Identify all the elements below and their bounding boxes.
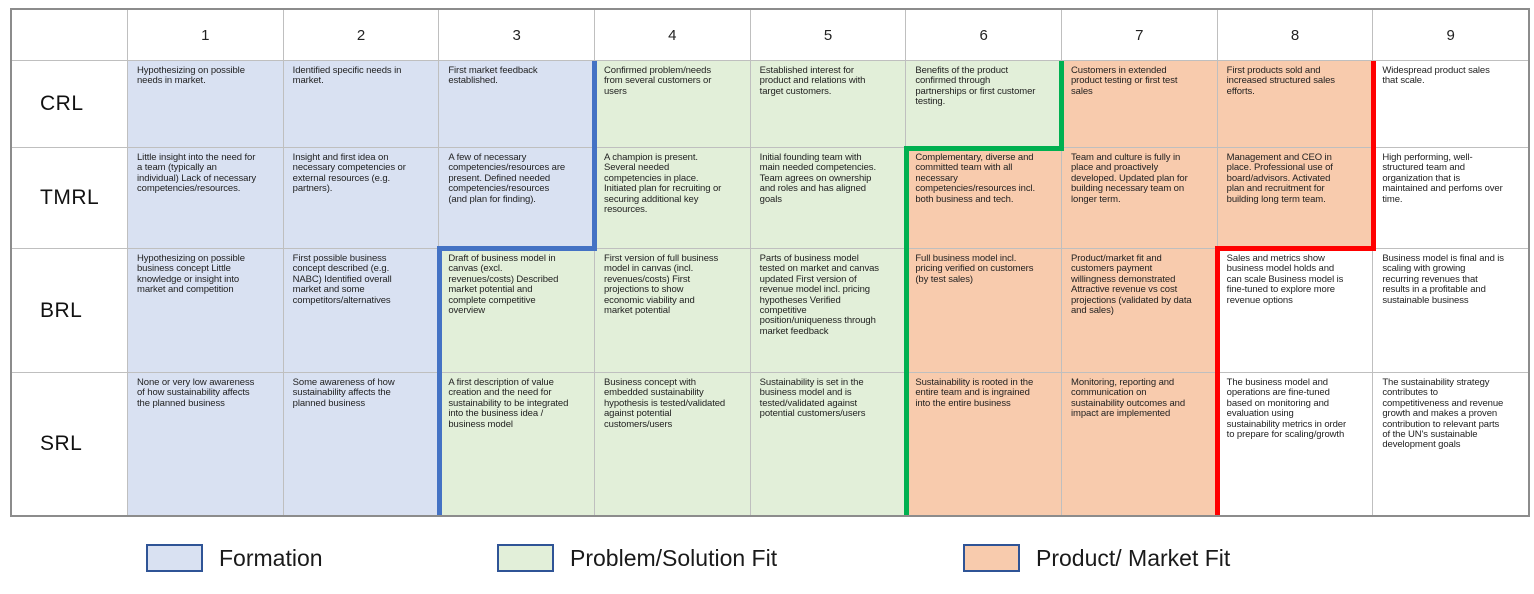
column-header-1: 1	[128, 10, 283, 60]
formation-boundary-line-lower	[437, 246, 442, 515]
legend-item-formation	[146, 544, 323, 572]
cell-brl-6	[906, 249, 1061, 372]
cell-brl-7	[1062, 249, 1217, 372]
cell-text: Draft of business model in canvas (excl. revenues/costs) Described market potential and complete competitive overview	[448, 253, 559, 317]
cell-crl-3	[439, 61, 594, 147]
cell-crl-7	[1062, 61, 1217, 147]
row-label-brl: BRL	[12, 249, 127, 372]
row-label-crl: CRL	[12, 61, 127, 147]
cell-srl-5	[751, 373, 906, 515]
row-label-tmrl: TMRL	[12, 148, 127, 248]
cell-text: Monitoring, reporting and communication on sustainability outcomes and impact are implemented	[1071, 377, 1186, 420]
formation-boundary-line-upper	[592, 61, 597, 251]
solution-fit-boundary-line-jog	[904, 146, 1064, 151]
cell-tmrl-3	[439, 148, 594, 248]
cell-crl-1	[128, 61, 283, 147]
legend-item-product-market-fit	[963, 544, 1230, 572]
cell-text: None or very low awareness of how sustainability affects the planned business	[137, 377, 255, 409]
formation-boundary-line-jog	[437, 246, 597, 251]
cell-text: Hypothesizing on possible business concept Little knowledge or insight into market and competition	[137, 253, 245, 296]
cell-crl-9	[1373, 61, 1528, 147]
cell-crl-2	[284, 61, 439, 147]
cell-srl-4	[595, 373, 750, 515]
cell-text: Full business model incl. pricing verified on customers (by test sales)	[915, 253, 1034, 285]
market-fit-boundary-line-upper	[1371, 61, 1376, 251]
cell-text: High performing, well-structured team and organization that is maintained and perfoms over time.	[1382, 152, 1503, 205]
cell-brl-8	[1218, 249, 1373, 372]
cell-tmrl-4	[595, 148, 750, 248]
market-fit-boundary-line-lower	[1215, 246, 1220, 515]
legend-label-product-market-fit: Product/ Market Fit	[1036, 544, 1231, 571]
market-fit-boundary-line-jog	[1215, 246, 1376, 251]
cell-tmrl-8	[1218, 148, 1373, 248]
cell-srl-6	[906, 373, 1061, 515]
cell-crl-5	[751, 61, 906, 147]
cell-tmrl-9	[1373, 148, 1528, 248]
column-header-2: 2	[284, 10, 439, 60]
cell-text: The sustainability strategy contributes to competitiveness and revenue growth and makes a proven contribution to relevant parts of the UN's sustainable development goals	[1382, 377, 1504, 451]
cell-crl-8	[1218, 61, 1373, 147]
cell-brl-4	[595, 249, 750, 372]
column-header-9: 9	[1373, 10, 1528, 60]
cell-text: Management and CEO in place. Professional use of board/advisors. Activated plan and recruitment for building long term team.	[1226, 152, 1333, 205]
cell-crl-6	[906, 61, 1061, 147]
solution-fit-boundary-line-lower	[904, 146, 909, 515]
row-label-srl: SRL	[12, 373, 127, 515]
cell-crl-4	[595, 61, 750, 147]
solution-fit-boundary-line-upper	[1059, 61, 1064, 151]
cell-brl-1	[128, 249, 283, 372]
cell-text: Some awareness of how sustainability affects the planned business	[292, 377, 395, 409]
corner-cell	[12, 10, 127, 60]
cell-brl-2	[284, 249, 439, 372]
cell-text: A first description of value creation and the need for sustainability to be integrated into the business idea / business model	[448, 377, 569, 430]
cell-text: A champion is present. Several needed competencies in place. Initiated plan for recruiting or securing additional key resources.	[604, 152, 722, 216]
cell-tmrl-7	[1062, 148, 1217, 248]
column-header-6: 6	[906, 10, 1061, 60]
cell-text: Customers in extended product testing or first test sales	[1071, 65, 1178, 97]
cell-text: Sustainability is set in the business model and is tested/validated against potential customers/users	[759, 377, 866, 420]
cell-brl-9	[1373, 249, 1528, 372]
cell-text: Complementary, diverse and committed team with all necessary competencies/resources incl. both business and tech.	[915, 152, 1036, 205]
cell-text: Business model is final and is scaling with growing recurring revenues that results in a profitable and sustainable business	[1382, 253, 1504, 306]
cell-text: Business concept with embedded sustainability hypothesis is tested/validated against potential customers/users	[604, 377, 726, 430]
cell-text: First possible business concept described (e.g. NABC) Identified overall market and some competitors/alternatives	[292, 253, 392, 306]
column-header-7: 7	[1062, 10, 1217, 60]
cell-text: Widespread product sales that scale.	[1382, 65, 1490, 87]
column-header-3: 3	[439, 10, 594, 60]
cell-srl-9	[1373, 373, 1528, 515]
cell-srl-2	[284, 373, 439, 515]
cell-text: Team and culture is fully in place and proactively developed. Updated plan for building necessary team on longer term.	[1071, 152, 1188, 205]
cell-srl-7	[1062, 373, 1217, 515]
product-market-fit-swatch	[963, 544, 1020, 572]
formation-swatch	[146, 544, 203, 572]
cell-tmrl-2	[284, 148, 439, 248]
readiness-table	[10, 8, 1530, 517]
cell-text: First products sold and increased structured sales efforts.	[1226, 65, 1335, 97]
cell-brl-5	[751, 249, 906, 372]
cell-text: Sustainability is rooted in the entire team and is ingrained into the entire business	[915, 377, 1034, 409]
cell-text: Identified specific needs in market.	[292, 65, 402, 87]
cell-srl-8	[1218, 373, 1373, 515]
cell-srl-1	[128, 373, 283, 515]
cell-tmrl-6	[906, 148, 1061, 248]
cell-text: Benefits of the product confirmed through partnerships or first customer testing.	[915, 65, 1036, 108]
cell-text: Confirmed problem/needs from several customers or users	[604, 65, 712, 97]
legend-item-problem-solution-fit	[497, 544, 777, 572]
problem-solution-fit-swatch	[497, 544, 554, 572]
legend-label-formation: Formation	[219, 544, 323, 571]
cell-text: Product/market fit and customers payment willingness demonstrated Attractive revenue vs cost projections (validated by data and sales)	[1071, 253, 1192, 317]
cell-text: Sales and metrics show business model holds and can scale Business model is fine-tuned to explore more revenue options	[1226, 253, 1344, 306]
column-header-5: 5	[751, 10, 906, 60]
cell-text: Hypothesizing on possible needs in market.	[137, 65, 245, 87]
cell-text: The business model and operations are fine-tuned based on monitoring and evaluation using sustainability metrics in order to prepare for scaling/growth	[1226, 377, 1347, 441]
column-header-8: 8	[1218, 10, 1373, 60]
cell-text: Parts of business model tested on market and canvas updated First version of revenue model incl. pricing hypotheses Verified competitive position/uniqueness through market feedback	[759, 253, 879, 337]
cell-brl-3	[439, 249, 594, 372]
cell-text: Established interest for product and relations with target customers.	[759, 65, 866, 97]
cell-tmrl-1	[128, 148, 283, 248]
cell-srl-3	[439, 373, 594, 515]
cell-text: Insight and first idea on necessary competencies or external resources (e.g. partners).	[292, 152, 406, 195]
cell-text: Initial founding team with main needed competencies. Team agrees on ownership and roles and has aligned goals	[759, 152, 876, 205]
column-header-4: 4	[595, 10, 750, 60]
cell-tmrl-5	[751, 148, 906, 248]
legend-label-problem-solution-fit: Problem/Solution Fit	[570, 544, 778, 571]
cell-text: A few of necessary competencies/resources are present. Defined needed competencies/resources (and plan for finding).	[448, 152, 566, 205]
cell-text: First version of full business model in canvas (incl. revenues/costs) First projections to show economic viability and market potential	[604, 253, 719, 317]
cell-text: Little insight into the need for a team (typically an individual) Lack of necessary competencies/resources.	[137, 152, 257, 195]
cell-text: First market feedback established.	[448, 65, 538, 87]
